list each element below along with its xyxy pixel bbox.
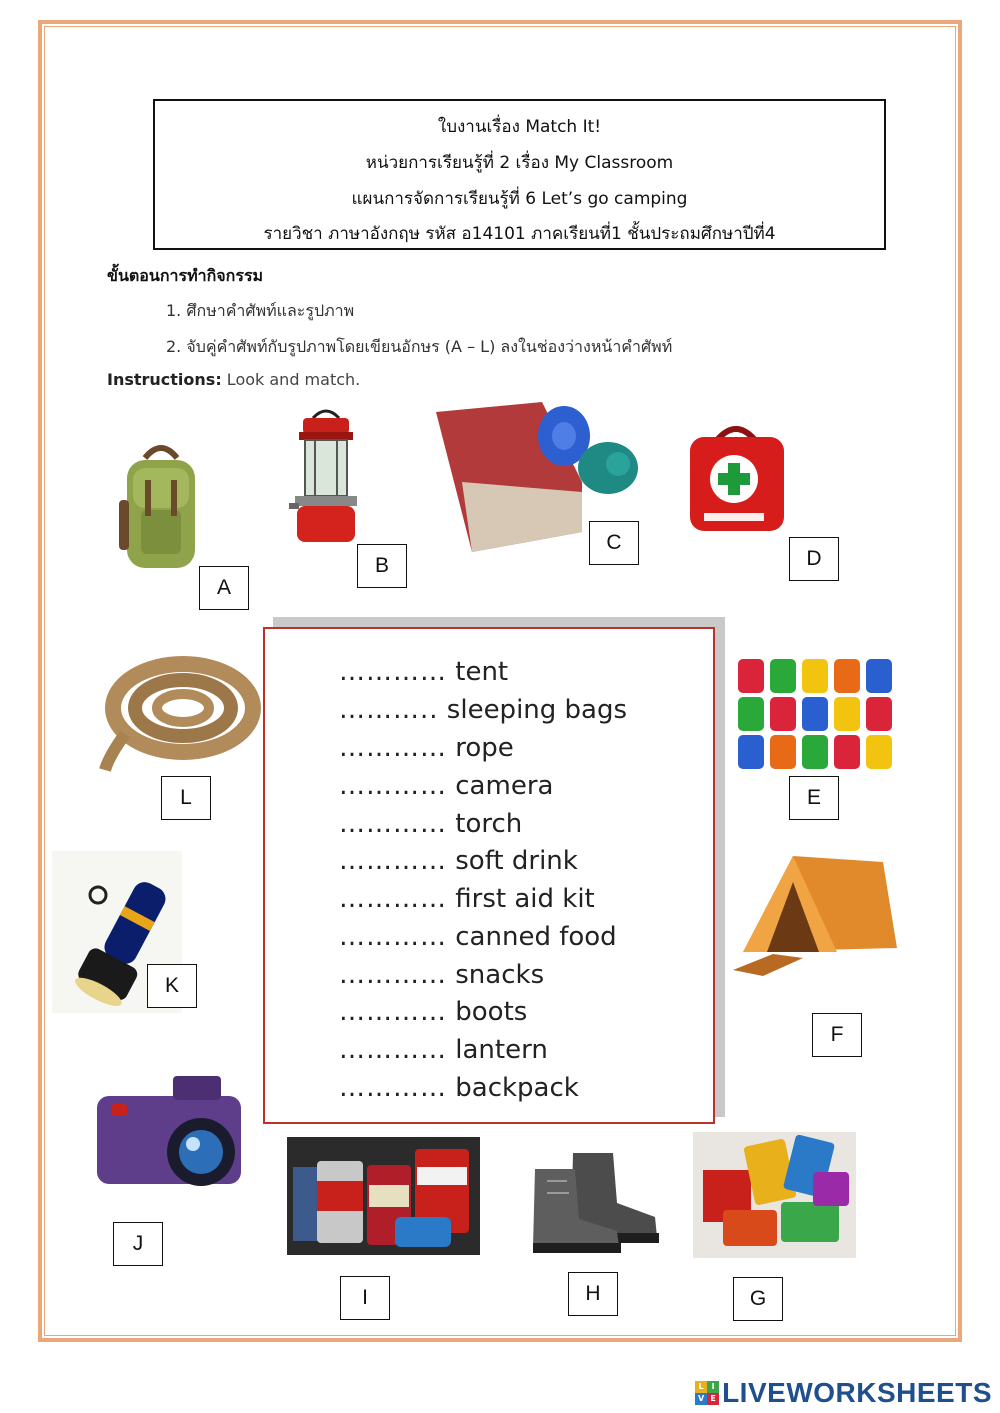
tent-icon [733,852,901,982]
header-plan: แผนการจัดการเรียนรู้ที่ 6 Let’s go camping [351,189,688,209]
word-label: first aid kit [455,884,595,914]
answer-blank[interactable]: ………… [339,846,447,876]
step-2: 2. จับคู่คำศัพท์กับรูปภาพโดยเขียนอักษร (A – L) ลงในช่องว่างหน้าคำศัพท์ [166,337,673,356]
word-row [339,809,522,839]
worksheet-header [153,99,886,250]
logo-icon-letter: L [695,1381,707,1393]
word-row [339,657,508,687]
snacks-icon [693,1132,856,1258]
header-unit: หน่วยการเรียนรู้ที่ 2 เรื่อง My Classroom [365,153,674,173]
answer-blank[interactable]: ……….. [339,695,439,725]
steps-title: ขั้นตอนการทำกิจกรรม [107,266,264,285]
word-label: canned food [455,922,617,952]
letter-box-b: B [357,544,407,588]
letter-box-c: C [589,521,639,565]
word-row [339,997,527,1027]
logo-icon-letter: V [695,1393,707,1405]
word-row [339,695,627,725]
instructions-text: Look and match. [221,370,361,389]
letter-box-a: A [199,566,249,610]
answer-blank[interactable]: ………… [339,997,447,1027]
answer-blank[interactable]: ………… [339,922,447,952]
letter-box-f: F [812,1013,862,1057]
answer-blank[interactable]: ………… [339,1035,447,1065]
answer-blank[interactable]: ………… [339,960,447,990]
instructions [107,370,360,389]
letter-box-d: D [789,537,839,581]
boots-icon [527,1147,663,1255]
word-row [339,922,617,952]
lantern-icon [285,408,367,544]
answer-blank[interactable]: ………… [339,657,447,687]
word-label: sleeping bags [446,695,628,725]
liveworksheets-logo [695,1376,992,1410]
word-label: tent [455,657,509,687]
soft-drink-cans-icon [734,655,898,777]
step-1: 1. ศึกษาคำศัพท์และรูปภาพ [166,301,355,320]
letter-box-k: K [147,964,197,1008]
word-label: boots [455,997,528,1027]
instructions-label: Instructions: [107,370,222,389]
letter-box-j: J [113,1222,163,1266]
letter-box-e: E [789,776,839,820]
word-label: lantern [455,1035,548,1065]
word-row [339,1073,579,1103]
word-label: rope [455,733,514,763]
answer-blank[interactable]: ………… [339,1073,447,1103]
word-label: snacks [455,960,545,990]
canned-food-icon [287,1137,480,1255]
letter-box-h: H [568,1272,618,1316]
word-row [339,771,553,801]
word-row [339,884,595,914]
camera-icon [93,1068,249,1198]
header-title: ใบงานเรื่อง Match It! [437,117,602,137]
word-row [339,733,514,763]
answer-blank[interactable]: ………… [339,884,447,914]
letter-box-l: L [161,776,211,820]
answer-blank[interactable]: ………… [339,809,447,839]
logo-icon-letter: E [707,1393,719,1405]
header-subject: รายวิชา ภาษาอังกฤษ รหัส อ14101 ภาคเรียนที่1 ชั้นประถมศึกษาปีที่4 [263,224,776,244]
answer-blank[interactable]: ………… [339,771,447,801]
letter-box-g: G [733,1277,783,1321]
answer-blank[interactable]: ………… [339,733,447,763]
word-label: camera [455,771,554,801]
word-row [339,846,578,876]
word-label: soft drink [455,846,578,876]
backpack-icon [115,440,207,572]
logo-icon-letter: I [707,1381,719,1393]
first-aid-kit-icon [684,419,788,535]
liveworksheets-logo-icon [695,1381,719,1405]
word-label: backpack [455,1073,579,1103]
word-list-box [263,627,715,1124]
word-label: torch [455,809,523,839]
word-row [339,1035,548,1065]
rope-icon [95,652,261,774]
logo-text: LIVEWORKSHEETS [722,1377,992,1408]
word-row [339,960,544,990]
letter-box-i: I [340,1276,390,1320]
